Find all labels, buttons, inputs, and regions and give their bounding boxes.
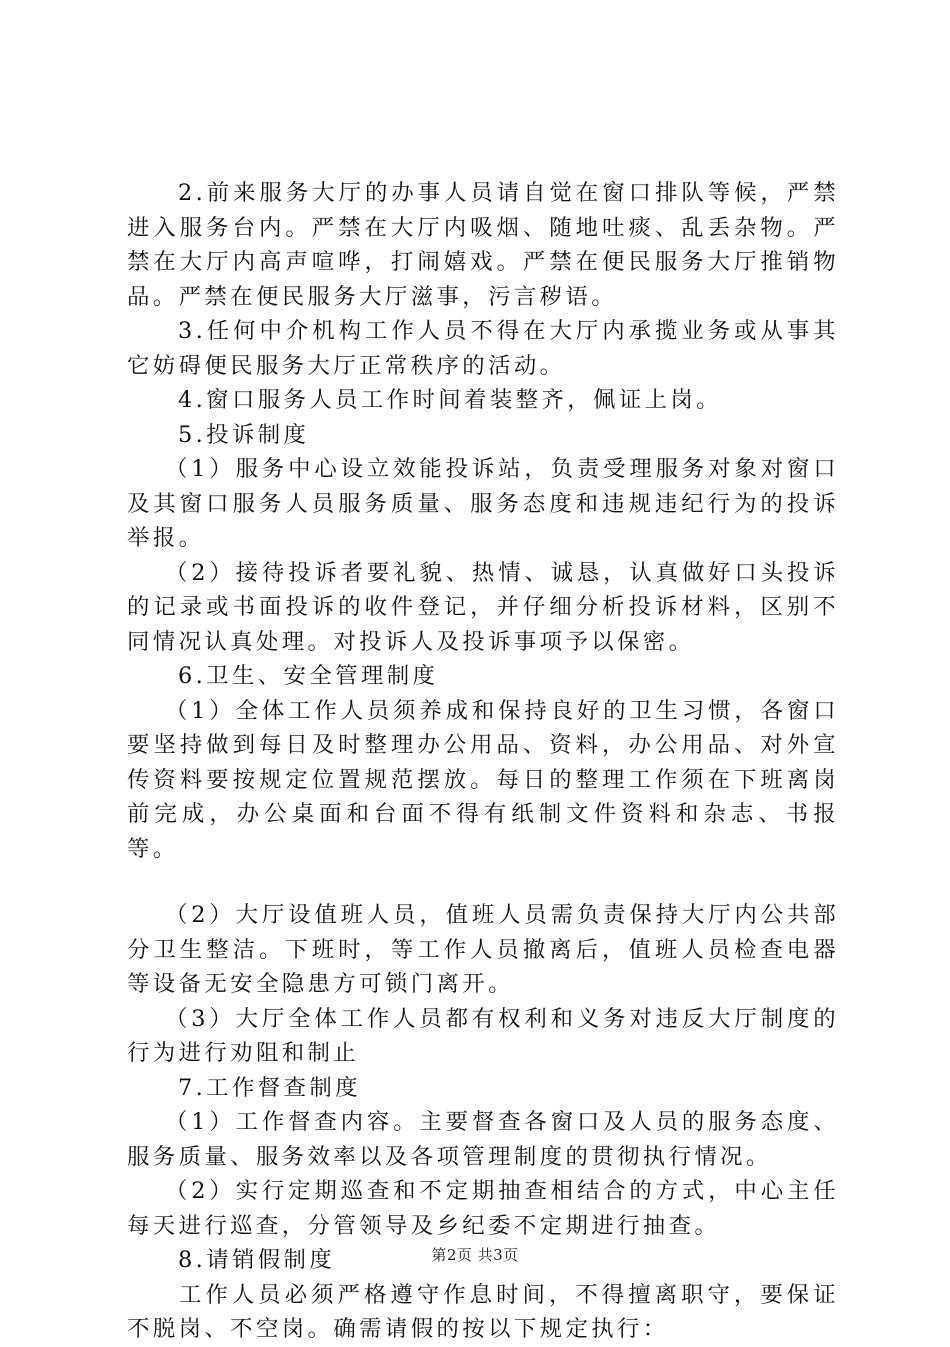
page-number-footer: 第2页 共3页 (431, 1246, 519, 1264)
paragraph-leave-body: 工作人员必须严格遵守作息时间，不得擅离职守，要保证不脱岗、不空岗。确需请假的按以下规定执行： (127, 1281, 839, 1342)
paragraph-supervision-2: （2）实行定期巡查和不定期抽查相结合的方式，中心主任每天进行巡查，分管领导及乡纪委不定期进行抽查。 (127, 1178, 839, 1239)
section-heading-complaints: 5.投诉制度 (178, 421, 310, 448)
paragraph-complaints-2: （2）接待投诉者要礼貌、热情、诚恳，认真做好口头投诉的记录或书面投诉的收件登记，并仔细分析投诉材料，区别不同情况认真处理。对投诉人及投诉事项予以保密。 (127, 559, 839, 655)
paragraph-rule-2: 2.前来服务大厅的办事人员请自觉在窗口排队等候，严禁进入服务台内。严禁在大厅内吸烟、随地吐痰、乱丢杂物。严禁在大厅内高声喧哗，打闹嬉戏。严禁在便民服务大厅推销物品。严禁在便民服务大厅滋事，污言秽语。 (127, 180, 839, 310)
paragraph-hygiene-1: （1）全体工作人员须养成和保持良好的卫生习惯，各窗口要坚持做到每日及时整理办公用品、资料，办公用品、对外宣传资料要按规定位置规范摆放。每日的整理工作须在下班离岗前完成，办公桌面和台面不得有纸制文件资料和杂志、书报等。 (127, 697, 839, 862)
paragraph-hygiene-2: （2）大厅设值班人员，值班人员需负责保持大厅内公共部分卫生整洁。下班时，等工作人员撤离后，值班人员检查电器等设备无安全隐患方可锁门离开。 (127, 902, 839, 997)
paragraph-supervision-1: （1）工作督查内容。主要督查各窗口及人员的服务态度、服务质量、服务效率以及各项管理制度的贯彻执行情况。 (127, 1109, 839, 1170)
paragraph-complaints-1: （1）服务中心设立效能投诉站，负责受理服务对象对窗口及其窗口服务人员服务质量、服务态度和违规违纪行为的投诉举报。 (127, 456, 839, 551)
paragraph-rule-3: 3.任何中介机构工作人员不得在大厅内承揽业务或从事其它妨碍便民服务大厅正常秩序的活动。 (127, 318, 839, 379)
section-heading-supervision: 7.工作督查制度 (178, 1074, 361, 1101)
paragraph-hygiene-3: （3）大厅全体工作人员都有权利和义务对违反大厅制度的行为进行劝阻和制止 (127, 1005, 839, 1066)
paragraph-rule-4: 4.窗口服务人员工作时间着装整齐，佩证上岗。 (178, 387, 722, 413)
section-heading-hygiene-safety: 6.卫生、安全管理制度 (178, 663, 439, 689)
paragraph-gap (127, 866, 839, 898)
document-body (127, 176, 839, 1347)
section-heading-leave: 8.请销假制度 (178, 1247, 336, 1273)
